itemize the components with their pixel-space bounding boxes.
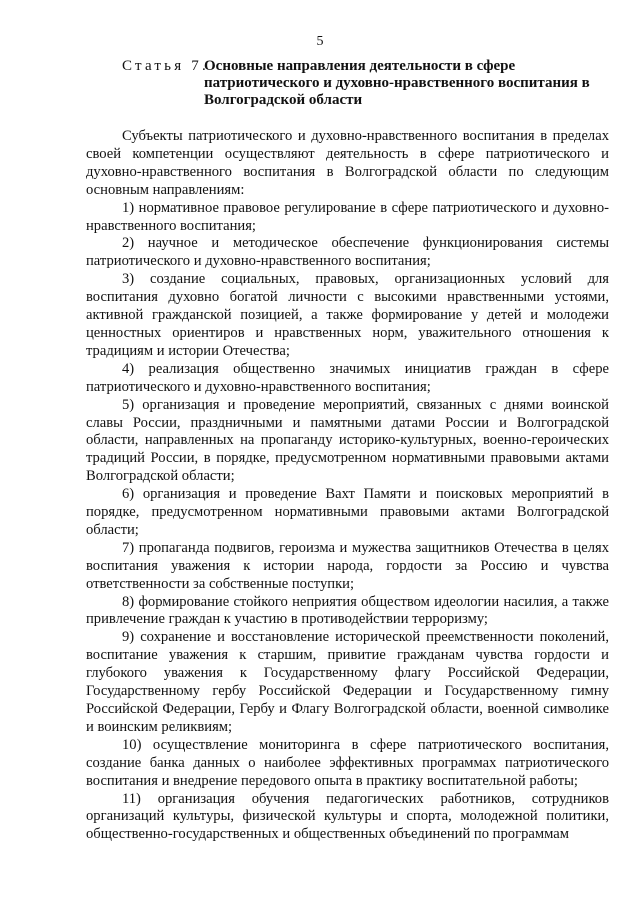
article-label: Статья 7. [122,58,209,74]
intro-paragraph: Субъекты патриотического и духовно-нравственного воспитания в пределах своей компетенции осуществляют деятельность в сфере патриотического и духовно-нравственного воспитания в Волгоградской области по следующим основным направлениям: [86,128,609,198]
list-item-1: 1) нормативное правовое регулирование в сфере патриотического и духовно-нравственного воспитания; [86,199,609,234]
article-body [86,128,609,844]
list-item-5: 5) организация и проведение мероприятий, связанных с днями воинской славы России, праздничными и памятными датами России и Волгоградской области, направленных на пропаганду историко-культурных, военно-героических традиций России, в порядке, предусмотренном нормативными правовыми актами Волгоградской области; [86,396,609,485]
list-item-4: 4) реализация общественно значимых инициатив граждан в сфере патриотического и духовно-нравственного воспитания; [86,360,609,395]
article-title: Основные направления деятельности в сфере патриотического и духовно-нравственного воспитания в Волгоградской области [204,58,590,108]
list-item-10: 10) осуществление мониторинга в сфере патриотического воспитания, создание банка данных о наиболее эффективных программах патриотического воспитания и внедрение передового опыта в практику воспитательной работы; [86,736,609,789]
list-item-7: 7) пропаганда подвигов, героизма и мужества защитников Отечества в целях воспитания уважения к истории народа, гордости за Россию и чувства ответственности за собственные поступки; [86,539,609,592]
list-item-11: 11) организация обучения педагогических работников, сотрудников организаций культуры, физической культуры и спорта, молодежной политики, общественно-государственных и общественных объединений по программам [86,790,609,843]
page-number: 5 [316,34,324,49]
list-item-9: 9) сохранение и восстановление исторической преемственности поколений, воспитание уважения к старшим, привитие гражданам чувства гордости и глубокого уважения к Государственному флагу Российской Федерации, Государственному гербу Российской Федерации и Государственному гимну Российской Федерации, Гербу и Флагу Волгоградской области, военной символике и воинским реликвиям; [86,629,609,735]
list-item-3: 3) создание социальных, правовых, организационных условий для воспитания духовно богатой личности с высокими нравственными устоями, активной гражданской позицией, а также формирование у детей и молодежи ценностных ориентиров и нравственных норм, уважительного отношения к традициям и истории Отечества; [86,271,609,359]
list-item-8: 8) формирование стойкого неприятия обществом идеологии насилия, а также привлечение граждан к участию в противодействии терроризму; [86,593,609,628]
list-item-2: 2) научное и методическое обеспечение функционирования системы патриотического и духовно-нравственного воспитания; [86,235,609,270]
list-item-6: 6) организация и проведение Вахт Памяти и поисковых мероприятий в порядке, предусмотренном нормативными правовыми актами Волгоградской области; [86,486,609,538]
